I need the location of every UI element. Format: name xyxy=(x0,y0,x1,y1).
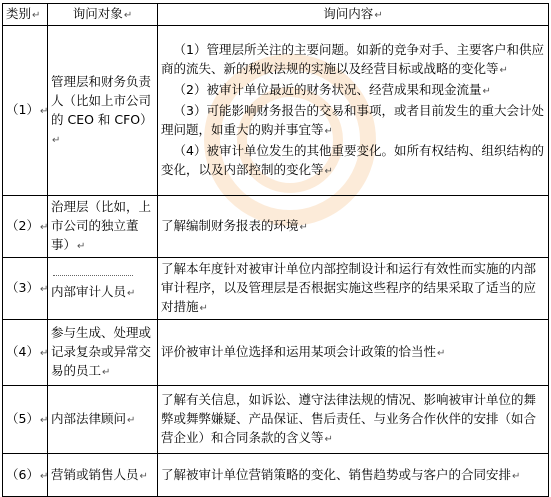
header-inquiry-content: 询问内容↵ xyxy=(158,4,549,26)
dotted-rule xyxy=(53,275,133,276)
row-number: （4）↵ xyxy=(3,320,48,386)
header-category: 类别↵ xyxy=(3,4,48,26)
header-inquiry-target: 询问对象↵ xyxy=(48,4,158,26)
content-paragraph: （4）被审计单位发生的其他重要变化。如所有权结构、组织结构的变化，以及内部控制的变化等↵ xyxy=(161,143,544,177)
table-row xyxy=(3,196,549,258)
row-target: 治理层（比如，上市公司的独立董事）↵ xyxy=(48,196,158,258)
inquiry-table xyxy=(2,3,549,497)
content-paragraph: （2）被审计单位最近的财务状况、经营成果和现金流量↵ xyxy=(173,82,491,97)
table-row xyxy=(3,258,549,320)
row-target: 内部审计人员↵ xyxy=(48,258,158,320)
row-number: （2）↵ xyxy=(3,196,48,258)
table-header-row xyxy=(3,4,549,26)
row-content: 了解有关信息，如诉讼、遵守法律法规的情况、影响被审计单位的舞弊或舞弊嫌疑、产品保证、售后责任、与业务合作伙伴的安排（如合营企业）和合同条款的含义等↵ xyxy=(158,386,549,454)
row-number: （1）↵ xyxy=(3,26,48,196)
row-target: 营销或销售人员↵ xyxy=(48,454,158,497)
row-content xyxy=(158,26,549,196)
table-row xyxy=(3,320,549,386)
content-paragraph: （1）管理层所关注的主要问题。如新的竞争对手、主要客户和供应商的流失、新的税收法规的实施以及经营目标或战略的变化等↵ xyxy=(161,42,544,76)
row-content: 了解本年度针对被审计单位内部控制设计和运行有效性而实施的内部审计程序，以及管理层是否根据实施这些程序的结果采取了适当的应对措施↵ xyxy=(158,258,549,320)
row-number: （6）↵ xyxy=(3,454,48,497)
row-number: （3）↵ xyxy=(3,258,48,320)
row-content: 了解被审计单位营销策略的变化、销售趋势或与客户的合同安排↵ xyxy=(158,454,549,497)
row-number: （5）↵ xyxy=(3,386,48,454)
table-row xyxy=(3,386,549,454)
row-target: 参与生成、处理或记录复杂或异常交易的员工↵ xyxy=(48,320,158,386)
row-content: 了解编制财务报表的环境↵ xyxy=(158,196,549,258)
table-row xyxy=(3,26,549,196)
row-content: 评价被审计单位选择和运用某项会计政策的恰当性↵ xyxy=(158,320,549,386)
table-row xyxy=(3,454,549,497)
content-paragraph: （3）可能影响财务报告的交易和事项，或者目前发生的重大会计处理问题，如重大的购并事宜等↵ xyxy=(161,103,544,137)
row-target: 内部法律顾问↵ xyxy=(48,386,158,454)
row-target: 管理层和财务负责人（比如上市公司的 CEO 和 CFO）↵ xyxy=(48,26,158,196)
